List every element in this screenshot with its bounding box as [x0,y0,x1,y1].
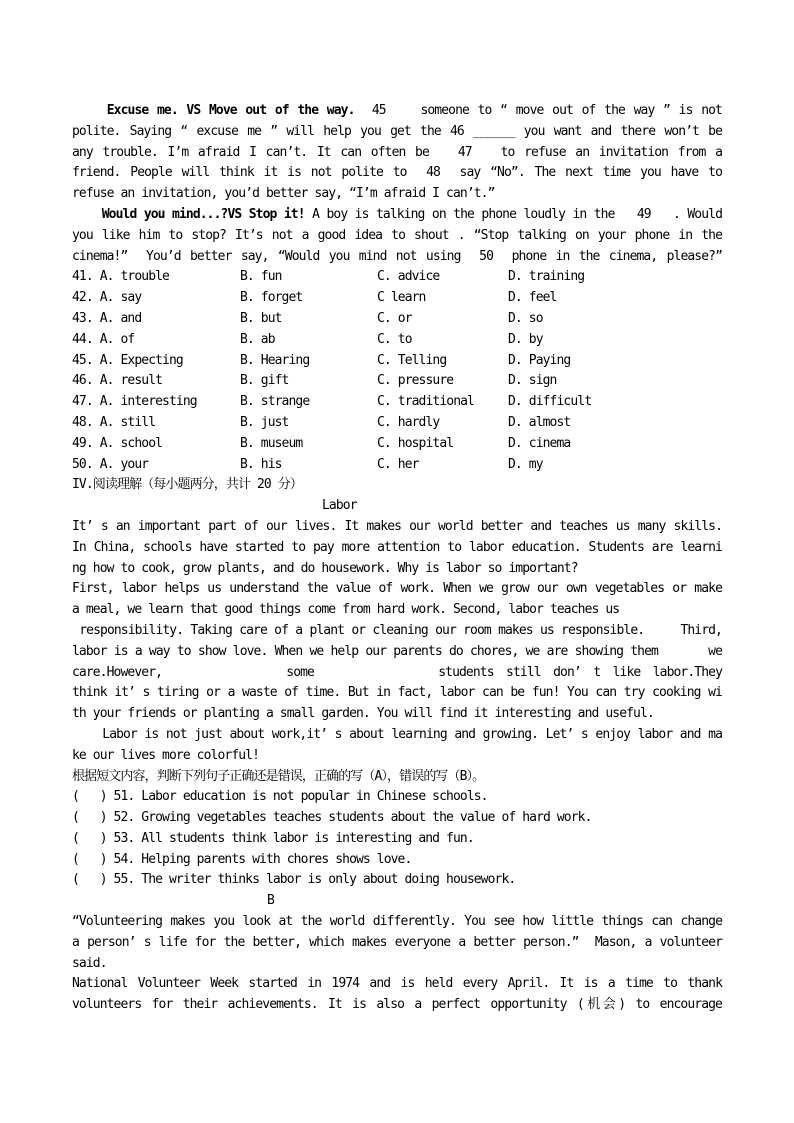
question-option-b: B. his [240,456,282,472]
text-line: labor is a way to show love. When we help our parents do chores, we are showing them we [72,643,722,659]
question-option-c: C. Telling [377,352,447,368]
question-option-b: B. Hearing [240,352,310,368]
question-option-b: B. ab [240,331,275,347]
true-false-item: ( ) 55. The writer thinks labor is only about doing housework. [72,872,516,888]
question-option-b: B. strange [240,394,310,410]
question-option-a: 46. A. result [72,373,163,389]
question-option-b: B. gift [240,373,289,389]
question-option-c: C. to [377,331,412,347]
text-line: “Volunteering makes you look at the world differently. You see how little things can change [72,914,722,930]
question-option-c: C learn [377,290,426,306]
text-line: polite. Saying “ excuse me ” will help you get the 46 ______ you want and there won’t be [72,123,722,139]
question-row [72,455,722,476]
passage-a-title: Labor [322,498,357,514]
true-false-instruction: 根据短文内容，判断下列句子正确还是错误，正确的写（A），错误的写（B）。 [72,768,485,784]
text-line: a person’ s life for the better, which makes everyone a better person.” Mason, a volunteer [72,934,722,950]
question-option-b: B. fun [240,269,282,285]
question-option-d: D. sign [508,373,557,389]
question-option-c: C. pressure [377,373,454,389]
question-option-d: D. so [508,310,543,326]
text-line: It’ s an important part of our lives. It makes our world better and teaches us many skills. [72,518,722,534]
text-line: said. [72,955,107,971]
mc-question-list [72,267,722,475]
question-option-d: D. almost [508,414,571,430]
question-option-d: D. Paying [508,352,571,368]
question-option-d: D. training [508,269,585,285]
text-line: a meal, we learn that good things come from hard work. Second, labor teaches us [72,602,620,618]
question-option-d: D. difficult [508,394,592,410]
question-option-b: B. but [240,310,282,326]
text-line: th your friends or planting a small garden. You will find it interesting and useful. [72,706,654,722]
question-option-b: B. forget [240,290,303,306]
question-row [72,413,722,434]
true-false-list [72,787,722,891]
text-line: First, labor helps us understand the value of work. When we grow our own vegetables or make [72,581,722,597]
true-false-item: ( ) 51. Labor education is not popular in Chinese schools. [72,789,488,805]
passage-a-body [72,517,722,767]
cloze-lead-rest: 45 someone to “ move out of the way ” is not [354,103,722,118]
cloze-paragraph-1-lead-line [72,101,722,122]
question-option-a: 41. A. trouble [72,269,169,285]
question-row [72,371,722,392]
question-option-a: 44. A. of [72,331,135,347]
question-row [72,267,722,288]
question-option-a: 43. A. and [72,310,142,326]
text-line: any trouble. I’m afraid I can’t. It can often be 47 to refuse an invitation from a [72,144,722,160]
true-false-item: ( ) 52. Growing vegetables teaches students about the value of hard work. [72,810,592,826]
cloze-heading-excuse-me: Excuse me. VS Move out of the way. [72,103,355,118]
text-line: you like him to stop? It’s not a good idea to shout . “Stop talking on your phone in the [72,227,722,243]
cloze-paragraph-1 [72,122,722,205]
cloze-paragraph-2-lead-line [72,205,722,226]
passage-b-title: B [267,893,274,909]
question-option-a: 45. A. Expecting [72,352,183,368]
text-line: friend. People will think it is not polite to 48 say “No”. The next time you have to [72,165,722,181]
question-option-d: D. by [508,331,543,347]
text-line: In China, schools have started to pay more attention to labor education. Students are learni [72,539,722,555]
text-line: cinema!” You’d better say, “Would you mind not using 50 phone in the cinema, please?” [72,248,722,264]
true-false-item: ( ) 54. Helping parents with chores shows love. [72,851,412,867]
question-option-c: C. or [377,310,412,326]
question-option-b: B. just [240,414,289,430]
question-option-d: D. cinema [508,435,571,451]
question-option-c: C. her [377,456,419,472]
text-line: think it’ s tiring or a waste of time. But in fact, labor can be fun! You can try cooking wi [72,685,722,701]
question-option-a: 49. A. school [72,435,163,451]
question-option-a: 47. A. interesting [72,394,197,410]
passage-b-body [72,912,722,1016]
cloze-heading-would-you-mind: Would you mind...?VS Stop it! [72,206,305,222]
question-option-a: 50. A. your [72,456,149,472]
question-row [72,330,722,351]
question-option-a: 42. A. say [72,290,142,306]
question-row [72,309,722,330]
question-option-c: C. hardly [377,414,440,430]
section-iv-heading: IV.阅读理解（每小题两分，共计 20 分） [72,477,302,493]
text-line: responsibility. Taking care of a plant or cleaning our room makes us responsible. Third, [72,622,722,638]
text-line: Labor is not just about work,it’ s about learning and growing. Let’ s enjoy labor and ma [72,726,722,742]
text-line: refuse an invitation, you’d better say, “I’m afraid I can’t.” [72,186,495,202]
true-false-item: ( ) 53. All students think labor is interesting and fun. [72,830,474,846]
question-option-d: D. feel [508,290,557,306]
text-line: ng how to cook, grow plants, and do housework. Why is labor so important? [72,560,578,576]
question-row [72,434,722,455]
question-row [72,288,722,309]
question-option-c: C. traditional [377,394,474,410]
question-option-c: C. hospital [377,435,454,451]
question-option-a: 48. A. still [72,414,156,430]
text-line: ke our lives more colorful! [72,747,260,763]
text-line: National Volunteer Week started in 1974 and is held every April. It is a time to thank [72,976,722,992]
question-option-b: B. museum [240,435,303,451]
cloze-paragraph-2 [72,226,722,268]
question-option-d: D. my [508,456,543,472]
question-row [72,392,722,413]
text-line: care.However, some students still don’ t like labor.They [72,664,722,680]
text-block [72,101,722,1016]
cloze-lead-rest: A boy is talking on the phone loudly in the 49 . Would [304,206,722,222]
question-row [72,351,722,372]
question-option-c: C. advice [377,269,440,285]
text-line: volunteers for their achievements. It is also a perfect opportunity (机会) to encourage [72,997,722,1013]
